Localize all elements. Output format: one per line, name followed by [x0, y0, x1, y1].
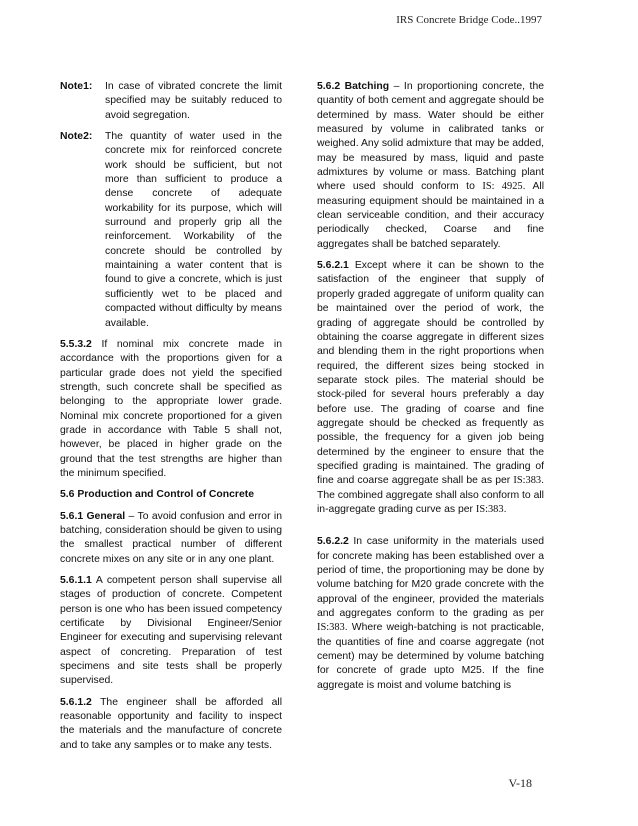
clause-text: Except where it can be shown to the satisfaction of the engineer that supply of properly graded aggregate of uniform quality can be maintained over the period of work, the grading of aggregate should be controlled by obtaining the coarse aggregate in different sizes and blending them in the right proportions when required, the different sizes being stocked in separate stock piles. The material should be stock-piled for several hours preferably a day before use. The grading of coarse and fine aggregate should be checked as frequently as possible, the frequency for a given job being determined by the engineer to ensure that the specified grading is maintained. The grading of fine and coarse aggregate shall be as per: [317, 260, 544, 487]
clause-number: 5.5.3.2: [60, 338, 92, 350]
clause-number: 5.6.1 General: [60, 510, 126, 522]
clause-number: 5.6.1.1: [60, 575, 92, 586]
clause-text: .: [503, 503, 507, 515]
clause-text: . Where weigh-batching is not practicable, the quantities of fine and coarse aggregate (not cement) may be determined by volume batching for concrete of grade upto M25. If the fine aggregate is moist and volume batching is: [317, 622, 544, 691]
right-column: [317, 80, 544, 700]
clause-text: A competent person shall supervise all stages of production of concrete. Competent person is one who has been issued competency certificate by Divisional Engineer/Senior Engineer for executing and supervising relevant aspect of concreting. Preparation of test specimens and site tests shall be properly supervised.: [60, 575, 282, 687]
clause-text: If nominal mix concrete made in accordance with the proportions given for a particular grade does not yield the specified strength, such concrete shall be specified as belonging to the appropriate lower grade. Nominal mix concrete proportioned for a given grade in accordance with Table 5 shall not, however, be placed in higher grade on the ground that the test strengths are higher than the minimum specified.: [60, 338, 283, 479]
left-column: [60, 80, 282, 760]
clause-text: . The combined aggregate shall also conform to all in-aggregate grading curve as per: [317, 475, 545, 515]
section-heading-5-6: 5.6 Production and Control of Concrete: [60, 489, 254, 501]
standard-reference: IS: 4925: [482, 181, 523, 193]
standard-reference: IS:383: [475, 503, 504, 515]
note-1-text: In case of vibrated concrete the limit specified may be suitably reduced to avoid segregation.: [105, 81, 282, 121]
clause-text: – To avoid confusion and error in batching, consideration should be given to using the smallest practical number of different concrete mixes on any site or in any one plant.: [60, 510, 282, 565]
note-1-label: Note1:: [60, 81, 93, 92]
clause-5-6-2-1: [317, 259, 544, 517]
note-1: [60, 80, 282, 123]
clause-5-6-2-2: [317, 535, 544, 693]
clause-number: 5.6.2 Batching: [317, 81, 390, 92]
standard-reference: IS:383: [513, 475, 542, 487]
paragraph-gap: [317, 524, 544, 535]
clause-text: In case uniformity in the materials used for concrete making has been established over a period of time, the proportioning may be done by volume batching for M20 grade concrete with the approval of the engineer, provided the materials and aggregates conform to the grading as per: [317, 536, 544, 620]
clause-text: . All measuring equipment should be maintained in a clean serviceable condition, and their accuracy periodically checked, Coarse and fine aggregates shall be batched separately.: [317, 181, 545, 250]
note-2-text: The quantity of water used in the concrete mix for reinforced concrete work should be sufficient, but not more than sufficient to produce a dense concrete of adequate workability for its purpose, which will surround and properly grip all the reinforcement. Workability of the concrete should be controlled by maintaining a water content that is found to give a concrete, which is just sufficiently wet to be placed and compacted without difficulty by means available.: [105, 131, 282, 329]
clause-5-6-1-1: [60, 574, 282, 689]
running-header: IRS Concrete Bridge Code..1997: [396, 14, 542, 26]
clause-number: 5.6.1.2: [60, 696, 92, 708]
note-2: [60, 130, 282, 331]
clause-text: The engineer shall be afforded all reasonable opportunity and facility to inspect the materials and the manufacture of concrete and to take any samples or to make any tests.: [60, 696, 282, 751]
standard-reference: IS:383: [317, 622, 345, 634]
clause-text: – In proportioning concrete, the quantity of both cement and aggregate should be determined by mass. Water should be either measured by volume in calibrated tanks or weighed. Any solid admixture that may be added, may be measured by mass, liquid and paste admixtures by volume or mass. Batching plant where used should conform to: [317, 81, 544, 193]
clause-5-5-3-2: [60, 338, 282, 481]
clause-number: 5.6.2.1: [317, 260, 349, 272]
page-number: V-18: [508, 776, 532, 790]
clause-5-6-1-2: [60, 696, 282, 753]
clause-number: 5.6.2.2: [317, 536, 349, 548]
clause-5-6-2: [317, 80, 544, 252]
note-2-label: Note2:: [60, 131, 93, 143]
clause-5-6-1: [60, 510, 282, 567]
